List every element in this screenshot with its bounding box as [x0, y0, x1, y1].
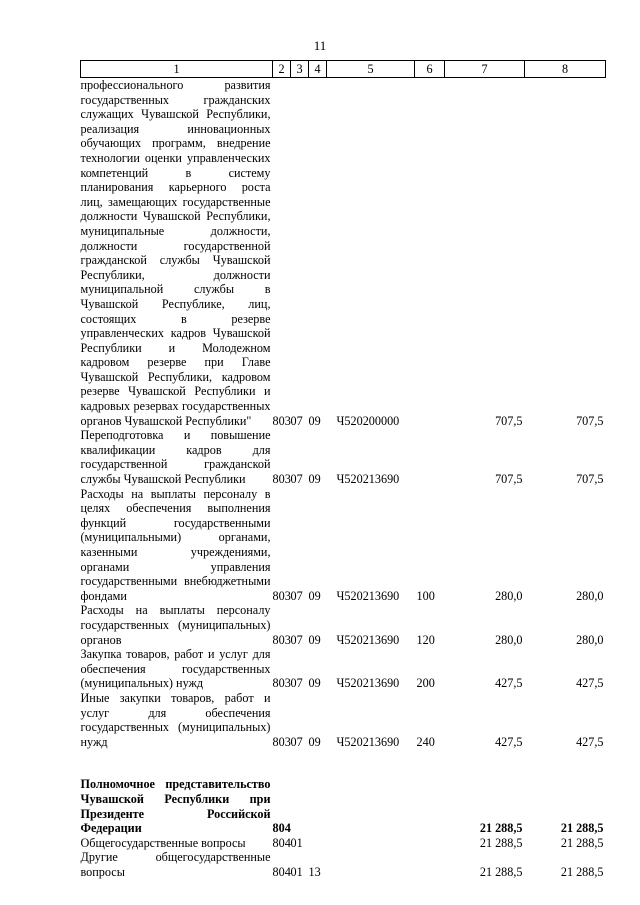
cell-col-2: 803: [272, 676, 291, 691]
cell-col-7: 707,5: [495, 413, 523, 428]
page-number: 11: [313, 38, 327, 53]
cell-col-4: 09: [308, 588, 321, 603]
header-col-5: 5: [327, 61, 415, 78]
table-row: [81, 836, 606, 851]
spacer-cell: [81, 749, 606, 777]
cell-col-4: 13: [308, 864, 321, 879]
cell-col-4: 09: [308, 632, 321, 647]
header-col-8: 8: [525, 61, 606, 78]
cell-col-5: Ч520213690: [336, 676, 400, 691]
table-row: [81, 850, 606, 879]
table-body: [81, 78, 606, 880]
cell-col-5: [327, 850, 415, 879]
cell-row-name: Расходы на выплаты персоналу государственных (муниципальных) органов: [80, 603, 271, 647]
cell-col-3: 07: [290, 472, 303, 487]
header-col-4: 4: [309, 61, 327, 78]
cell-row-name: Полномочное представительство Чувашской Республики при Президенте Российской Федерации: [80, 777, 271, 836]
cell-col-8: 21 288,5: [560, 835, 604, 850]
table-spacer-row: [81, 749, 606, 777]
cell-row-name: Расходы на выплаты персоналу в целях обеспечения выполнения функций государственными (муниципальными) органами, казенными учреждениями, органами управления государственными внебюджетными фондами: [80, 486, 271, 603]
cell-col-7: 280,0: [495, 588, 523, 603]
header-col-7: 7: [445, 61, 525, 78]
cell-col-8: 21 288,5: [560, 821, 604, 836]
cell-row-name: Переподготовка и повышение квалификации кадров для государственной гражданской службы Чувашской Республики: [80, 428, 271, 487]
cell-col-2: 804: [272, 835, 291, 850]
cell-col-8: 427,5: [576, 676, 604, 691]
cell-row-name: Иные закупки товаров, работ и услуг для обеспечения государственных (муниципальных) нужд: [80, 690, 271, 749]
cell-col-6: 120: [416, 632, 435, 647]
cell-col-7: 427,5: [495, 734, 523, 749]
cell-col-3: 07: [290, 413, 303, 428]
cell-col-4: [309, 777, 327, 835]
cell-col-5: [327, 777, 415, 835]
cell-col-8: 280,0: [576, 632, 604, 647]
cell-col-4: 09: [308, 734, 321, 749]
cell-col-2: 803: [272, 413, 291, 428]
cell-col-7: 280,0: [495, 632, 523, 647]
cell-col-4: 09: [308, 413, 321, 428]
cell-col-7: 707,5: [495, 472, 523, 487]
cell-col-6: [415, 777, 445, 835]
table-row: [81, 647, 606, 691]
cell-row-name: Закупка товаров, работ и услуг для обеспечения государственных (муниципальных) нужд: [80, 647, 271, 691]
cell-row-name: Другие общегосударственные вопросы: [80, 850, 271, 879]
cell-col-6: [415, 78, 445, 429]
cell-col-2: 803: [272, 472, 291, 487]
cell-col-7: 21 288,5: [479, 821, 523, 836]
table-header: [81, 61, 606, 78]
cell-col-3: 07: [290, 734, 303, 749]
table-row: [81, 78, 606, 429]
cell-col-2: 804: [272, 821, 291, 836]
cell-col-6: 240: [416, 734, 435, 749]
cell-col-6: [415, 850, 445, 879]
cell-col-8: 21 288,5: [560, 864, 604, 879]
cell-col-8: 707,5: [576, 472, 604, 487]
cell-col-5: Ч520200000: [336, 413, 400, 428]
cell-col-7: 21 288,5: [479, 864, 523, 879]
cell-col-6: 200: [416, 676, 435, 691]
cell-row-name: Общегосударственные вопросы: [80, 835, 246, 850]
header-col-3: 3: [291, 61, 309, 78]
header-col-2: 2: [273, 61, 291, 78]
cell-col-6: [415, 836, 445, 851]
cell-col-7: 21 288,5: [479, 835, 523, 850]
cell-col-7: 427,5: [495, 676, 523, 691]
cell-col-5: Ч520213690: [336, 632, 400, 647]
table-row: [81, 603, 606, 647]
cell-col-2: 803: [272, 632, 291, 647]
cell-col-8: 707,5: [576, 413, 604, 428]
cell-col-4: [309, 836, 327, 851]
cell-col-2: 803: [272, 734, 291, 749]
cell-col-3: 07: [290, 632, 303, 647]
cell-col-3: 07: [290, 588, 303, 603]
cell-col-2: 804: [272, 864, 291, 879]
cell-col-5: [327, 836, 415, 851]
table-row: [81, 777, 606, 835]
header-col-1: 1: [81, 61, 273, 78]
cell-col-3: 01: [290, 864, 303, 879]
header-col-6: 6: [415, 61, 445, 78]
table-row: [81, 428, 606, 486]
budget-table: [80, 60, 606, 879]
cell-col-8: 427,5: [576, 734, 604, 749]
cell-col-3: [291, 777, 309, 835]
cell-row-name: профессионального развития государственных гражданских служащих Чувашской Республики, реализация инновационных обучающих программ, внедрение технологии оценки управленческих компетенций в систему планирования карьерного роста лиц, замещающих государственные должности Чувашской Республики, муниципальные должности, должности государственной гражданской службы Чувашской Республики, должности муниципальной службы в Чувашской Республике, лиц, состоящих в резерве управленческих кадров Чувашской Республики и Молодежном кадровом резерве при Главе Чувашской Республики, кадровом резерве Чувашской Республики и кадровых резервах государственных органов Чувашской Республики": [80, 78, 271, 428]
cell-col-5: Ч520213690: [336, 588, 400, 603]
table-row: [81, 691, 606, 749]
cell-col-4: 09: [308, 676, 321, 691]
cell-col-3: 07: [290, 676, 303, 691]
cell-col-5: Ч520213690: [336, 472, 400, 487]
cell-col-6: [415, 428, 445, 486]
cell-col-3: 01: [290, 835, 303, 850]
cell-col-4: 09: [308, 472, 321, 487]
cell-col-8: 280,0: [576, 588, 604, 603]
table-row: [81, 487, 606, 604]
cell-col-2: 803: [272, 588, 291, 603]
cell-col-6: 100: [416, 588, 435, 603]
cell-col-5: Ч520213690: [336, 734, 400, 749]
